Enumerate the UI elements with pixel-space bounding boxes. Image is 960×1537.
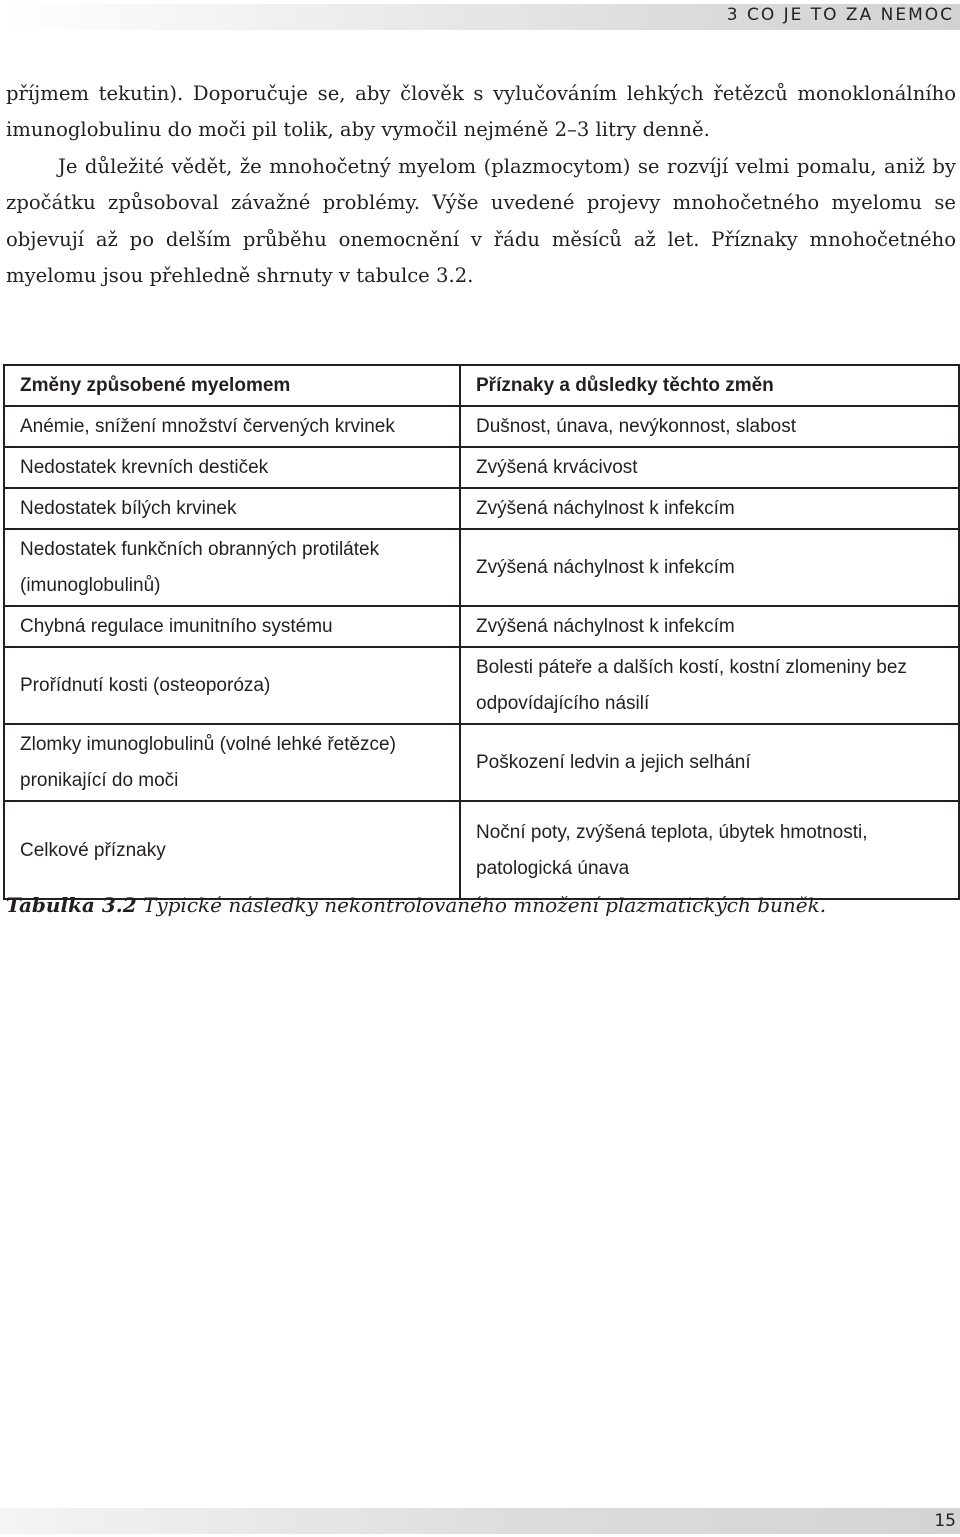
paragraph-continuation: příjmem tekutin). Doporučuje se, aby člověk s vylučováním lehkých řetězců monoklonálního imunoglobulinu do moči pil tolik, aby vymočil nejméně 2–3 litry denně. — [6, 82, 956, 142]
cell-symptom: Zvýšená krvácivost — [460, 447, 959, 488]
table-row — [4, 406, 959, 447]
header-symptoms: Příznaky a důsledky těchto změn — [460, 365, 959, 406]
cell-change: Celkové příznaky — [4, 801, 460, 899]
cell-change: Nedostatek krevních destiček — [4, 447, 460, 488]
cell-change: Nedostatek funkčních obranných protilátek (imunoglobulinů) — [4, 529, 460, 606]
running-head: 3 CO JE TO ZA NEMOC — [726, 5, 954, 25]
table-row — [4, 647, 959, 724]
caption-label: Tabulka 3.2 — [6, 893, 137, 917]
cell-symptom: Bolesti páteře a dalších kostí, kostní zlomeniny bez odpovídajícího násilí — [460, 647, 959, 724]
cell-symptom: Zvýšená náchylnost k infekcím — [460, 606, 959, 647]
cell-symptom: Dušnost, únava, nevýkonnost, slabost — [460, 406, 959, 447]
cell-change: Zlomky imunoglobulinů (volné lehké řetězce) pronikající do moči — [4, 724, 460, 801]
cell-change: Chybná regulace imunitního systému — [4, 606, 460, 647]
caption-text: Typické následky nekontrolovaného množení plazmatických buněk. — [136, 893, 827, 917]
table-row — [4, 724, 959, 801]
cell-change: Prořídnutí kosti (osteoporóza) — [4, 647, 460, 724]
table-row — [4, 529, 959, 606]
paragraph-myeloma-progression: Je důležité vědět, že mnohočetný myelom (plazmocytom) se rozvíjí velmi pomalu, aniž by zpočátku způsoboval závažné problémy. Výše uvedené projevy mnohočetného myelomu se objevují až po delším průběhu onemocnění v řádu měsíců až let. Příznaky mnohočetného myelomu jsou přehledně shrnuty v tabulce 3.2. — [6, 154, 956, 288]
header-changes: Změny způsobené myelomem — [4, 365, 460, 406]
table-row — [4, 488, 959, 529]
table-row — [4, 447, 959, 488]
table-caption — [6, 893, 956, 917]
footer-band — [0, 1508, 960, 1534]
page-number: 15 — [934, 1511, 956, 1531]
cell-symptom: Zvýšená náchylnost k infekcím — [460, 529, 959, 606]
table-row — [4, 606, 959, 647]
cell-change: Nedostatek bílých krvinek — [4, 488, 460, 529]
body-text — [6, 76, 956, 294]
table-row — [4, 801, 959, 899]
table-header-row — [4, 365, 959, 406]
cell-symptom: Zvýšená náchylnost k infekcím — [460, 488, 959, 529]
cell-change: Anémie, snížení množství červených krvinek — [4, 406, 460, 447]
cell-symptom: Poškození ledvin a jejich selhání — [460, 724, 959, 801]
symptom-table — [3, 364, 960, 900]
cell-symptom: Noční poty, zvýšená teplota, úbytek hmotnosti, patologická únava — [460, 801, 959, 899]
